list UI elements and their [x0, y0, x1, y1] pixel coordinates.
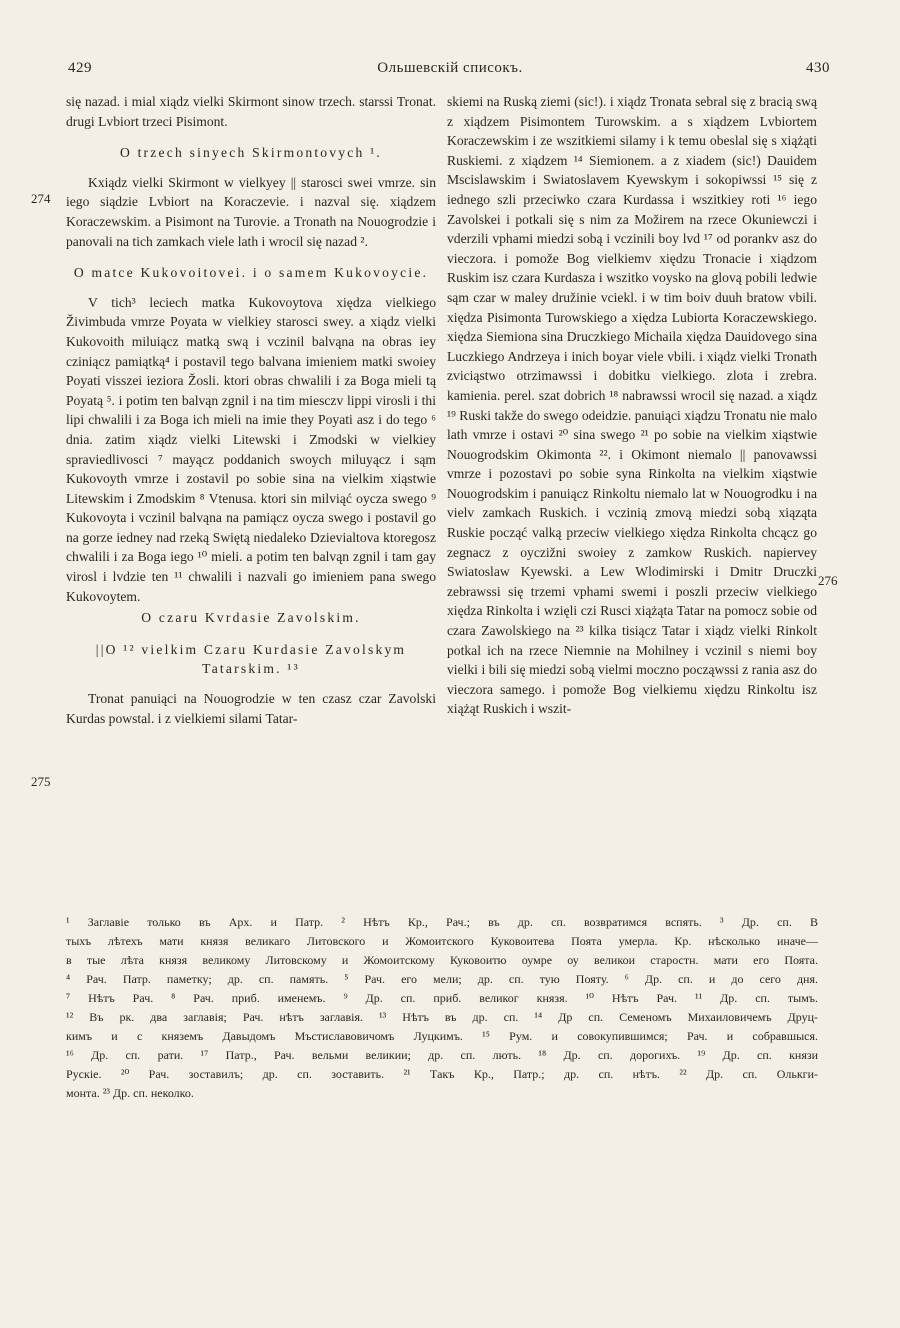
footnote-line: тыхъ лѣтехъ мати князя великаго Литовского и Жомоитского Куковоитева Поята умерла. Кр. нѣсколько иначе— [66, 934, 818, 948]
footnote-line: кимъ и с княземъ Давыдомъ Мъстиславовичомъ Луцкимъ. ¹⁵ Рум. и совокупившимся; Рач. и собравшыся. [66, 1029, 818, 1043]
right-column [447, 92, 817, 719]
paragraph: Kxiądz vielki Skirmont w vielkyey || starosci swei vmrze. sin iego siądzie Lvbiort na Koraczevie. i nazval się. xiądzem Koraczewskim. a Pisimont na Turovie. a Tronath na Nouogrodzie i panovali na tich zamkach viele lath i wrocil się nazad ². [66, 174, 436, 249]
footnote-line: в тые лѣта князя великому Литовскому и Жомоитскому Куковоитю оумре оу великои старостн. мати его Поята. [66, 953, 818, 967]
margin-folio-number: 276 [818, 573, 838, 588]
footnote-line: ¹² Въ рк. два заглавія; Рач. нѣтъ заглавія. ¹³ Нѣтъ въ др. сп. ¹⁴ Др сп. Семеномъ Михаиловичемъ Друц- [66, 1010, 818, 1024]
footnote-line: ⁴ Рач. Патр. паметку; др. сп. память. ⁵ Рач. его мели; др. сп. тую Пояту. ⁶ Др. сп. и до сего дня. [66, 972, 818, 986]
footnote-line: ⁷ Нѣтъ Рач. ⁸ Рач. приб. именемъ. ⁹ Др. сп. приб. великог князя. ¹⁰ Нѣтъ Рач. ¹¹ Др. сп. тымъ. [66, 991, 818, 1005]
section-heading: O trzech sinyech Skirmontovych ¹. [119, 145, 383, 161]
paragraph: Tronat panuiąci na Nouogrodzie w ten czasz czar Zavolski Kurdas powstal. i z vielkiemi silami Tatar- [66, 691, 436, 726]
paragraph: skiemi na Ruską ziemi (sic!). i xiądz Tronata sebral się z bracią swą z xiądzem Pisimontem Turowskim. a s xiądzem Lvbiortem Koraczewskim i ze wszitkiemi silamy i k temu obeslal się s xiążąti Ruskiemi. z xiądzem ¹⁴ Siemionem. a z xiadem (sic!) Dauidem Mscislawskim i Swiatoslavem Kyewskym i sokopiwssi ¹⁵ się z iednego szli przeciwko czara Kurdassa i wszitkiey roti ¹⁶ iego Zavolskei i potkali się s nim za Možirem na rzece Okuniewczi i vderzili vphami miedzi sobą i vczinili boy lvd ¹⁷ od porankv asz do vieczora. i pomože Bog vielkiemv xiędzu Tronacie i xiądzom Ruskim isz czara Kurdasza i wszitko voysko na glovą pobili ledwie sąm czar w maley družinie vciekl. i w tim boiv duuh bratow vbili. xiędza Pisimonta Turowskiego a xiędza Lubiorta Koraczewskiego. xiędza Siemiona sina Druczkiego Michaila xiędza Dauidovego sina Luczkiego Andrzeya i inich boyar viele vbili. i xiądz vielki Tronath zviciąstwo otrzimawssi i dobitku vielkiego. zlota i zrebra. kamienia. perel. szat dobrich ¹⁸ nabrawssi wrocil się nazad. a xiądz ¹⁹ Ruski takže do swego odeidzie. panuiąci xiądzu Tronatu nie malo lath vmrze i ostavi ²⁰ sina swego ²¹ po sobie na vielkim xiąstwie Nouogrodskim Okimonta ²². i Okimont niemalo || panovawssi vmrze i pozostavi po sobie syna Rinkolta na vielkim xiąstwie Nouogrodskim i panuiącz Rinkoltu niemalo lat w Nouogrodku i na vielv zamkach Ruskich. i vczinią zmovą miedzi sobą xiąząta Ruskie począć valką przeciw vielkiego xiędza Rinkolta chcącz go zegnacz z oyczižni swoiey z zamkow Ruskich. napiervey Swiatoslaw Kyewski. a Lew Wlodimirski i Dmitr Druczki zebrawssi się trzemi vphami swemi i poszli przeciw vielkiego xiędza Rinkolta i wzięli czi Rusci xiążąta Tatar na pomocz sobie od czara Zawolskiego na ²³ kilka tisiącz Tatar i xiądz vielki Rinkolt potkal ich na rzece Niemnie na Mohilney i vczinil s niemi boy vielki i bili się miedzi sobą vielmi moczno począwssi z rania asz do vieczora samego. i pomože Bog vielkiemu xiędzu Rinkoltu isz xiążąt Ruskich i wszit- [447, 94, 817, 717]
left-page-number: 429 [68, 60, 92, 76]
paragraph: V tich³ leciech matka Kukovoytova xiędza vielkiego Živimbuda vmrze Poyata w vielkiey starosci swey. a xiądz vielki Kukovoith miluiącz matką swą i vczinil balvąna na obras iey cziniącz pamiątką⁴ i postavil tego balvana imieniem matki swoiey Poyati visszei ieziora Žosli. ktori obras chwalili i za Boga mieli tą Poyatą ⁵. i potim ten balvąn zgnil i na tim miesczv lippi virosli i thi lipi chwalili i za Boga ich mieli na imie they Poyati asz i do tego ⁶ dnia. zatim xiądz vielki Litewski i Zmodski w vielkiey spraviedlivosci ⁷ mayącz poddanich swoych miluyącz i sąm Kukovoyth vmrze i zostavil po sobie sina na vielkim xiąstwie Litewskim i Zmodskim ⁸ Vtenusa. ktori sin milviąć oycza swego ⁹ Kukovoyta i vczinil balvąna na pamiącz oycza swego i postavil go na gorze iedney nad rzeką Swiętą niedaleko Dzievialtova ktoregosz chwalili i za Boga iego ¹⁰ mieli. a potim ten balvąn zgnil i tam gay virosl i lvdzie ten ¹¹ chwalili i nazvali go imieniem pana swego Kukovoytem. [66, 294, 436, 604]
section-heading: O czaru Kvrdasie Zavolskim. [141, 610, 361, 626]
paragraph: się nazad. i mial xiądz vielki Skirmont sinow trzech. starssi Tronat. drugi Lvbiort trzeci Pisimont. [66, 94, 436, 129]
footnote-line: ¹⁶ Др. сп. рати. ¹⁷ Патр., Рач. вельми великии; др. сп. лють. ¹⁸ Др. сп. дорогихъ. ¹⁹ Др. сп. князи [66, 1048, 818, 1062]
footnote-line: монта. ²³ Др. сп. неколко. [66, 1086, 194, 1100]
footnotes [66, 913, 818, 1103]
margin-folio-number: 274 [31, 191, 51, 206]
section-heading: O matce Kukovoitovei. i o samem Kukovoycie. [73, 265, 429, 281]
left-column [66, 92, 436, 728]
margin-folio-number: 275 [31, 774, 51, 789]
footnote-line: Рускіе. ²⁰ Рач. зоставилъ; др. сп. зоставить. ²¹ Такъ Кр., Патр.; др. сп. нѣтъ. ²² Др. сп. Олькги- [66, 1067, 818, 1081]
right-page-number: 430 [806, 60, 830, 76]
footnote-line: ¹ Заглавіе только въ Арх. и Патр. ² Нѣтъ Кр., Рач.; въ др. сп. возвратимся вспять. ³ Др. сп. В [66, 915, 818, 929]
running-title: Ольшевскій списокъ. [377, 60, 523, 76]
section-heading: ||O ¹² vielkim Czaru Kurdasie Zavolskym Tatarskim. ¹³ [95, 641, 407, 677]
